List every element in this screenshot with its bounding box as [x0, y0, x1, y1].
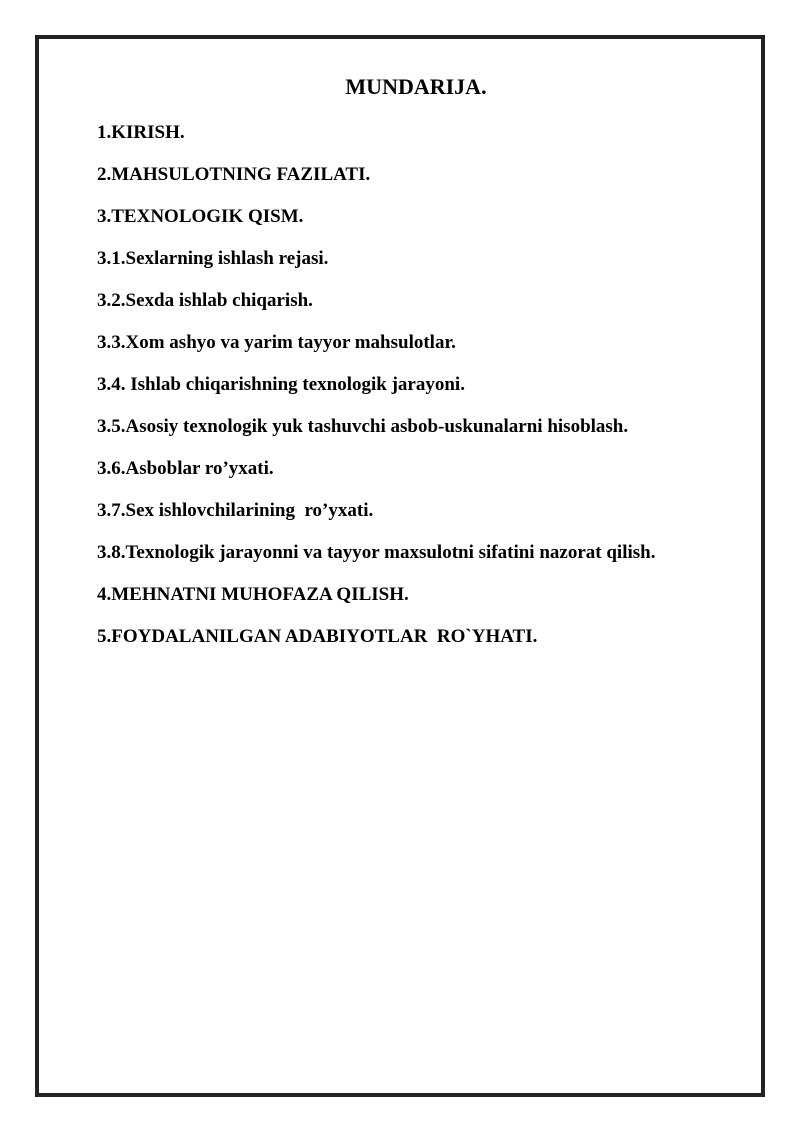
toc-item-3-6: 3.6.Asboblar ro’yxati.	[97, 458, 274, 479]
toc-item-3-7: 3.7.Sex ishlovchilarining ro’yxati.	[97, 500, 374, 521]
toc-item-mehnatni-muhofaza: 4.MEHNATNI MUHOFAZA QILISH.	[97, 584, 409, 605]
table-of-contents	[97, 112, 697, 658]
toc-item-3-2: 3.2.Sexda ishlab chiqarish.	[97, 290, 313, 311]
page-title: MUNDARIJA.	[345, 74, 487, 99]
toc-item-3-1: 3.1.Sexlarning ishlash rejasi.	[97, 248, 329, 269]
toc-item-mahsulotning-fazilati: 2.MAHSULOTNING FAZILATI.	[97, 164, 371, 185]
toc-item-3-4: 3.4. Ishlab chiqarishning texnologik jarayoni.	[97, 374, 465, 395]
toc-item-texnologik-qism: 3.TEXNOLOGIK QISM.	[97, 206, 304, 227]
toc-item-3-5: 3.5.Asosiy texnologik yuk tashuvchi asbob-uskunalarni hisoblash.	[97, 416, 629, 437]
toc-item-kirish: 1.KIRISH.	[97, 122, 185, 143]
toc-item-3-8: 3.8.Texnologik jarayonni va tayyor maxsulotni sifatini nazorat qilish.	[97, 542, 656, 563]
toc-item-3-3: 3.3.Xom ashyo va yarim tayyor mahsulotlar.	[97, 332, 456, 353]
toc-item-adabiyotlar: 5.FOYDALANILGAN ADABIYOTLAR RO`YHATI.	[97, 626, 538, 647]
